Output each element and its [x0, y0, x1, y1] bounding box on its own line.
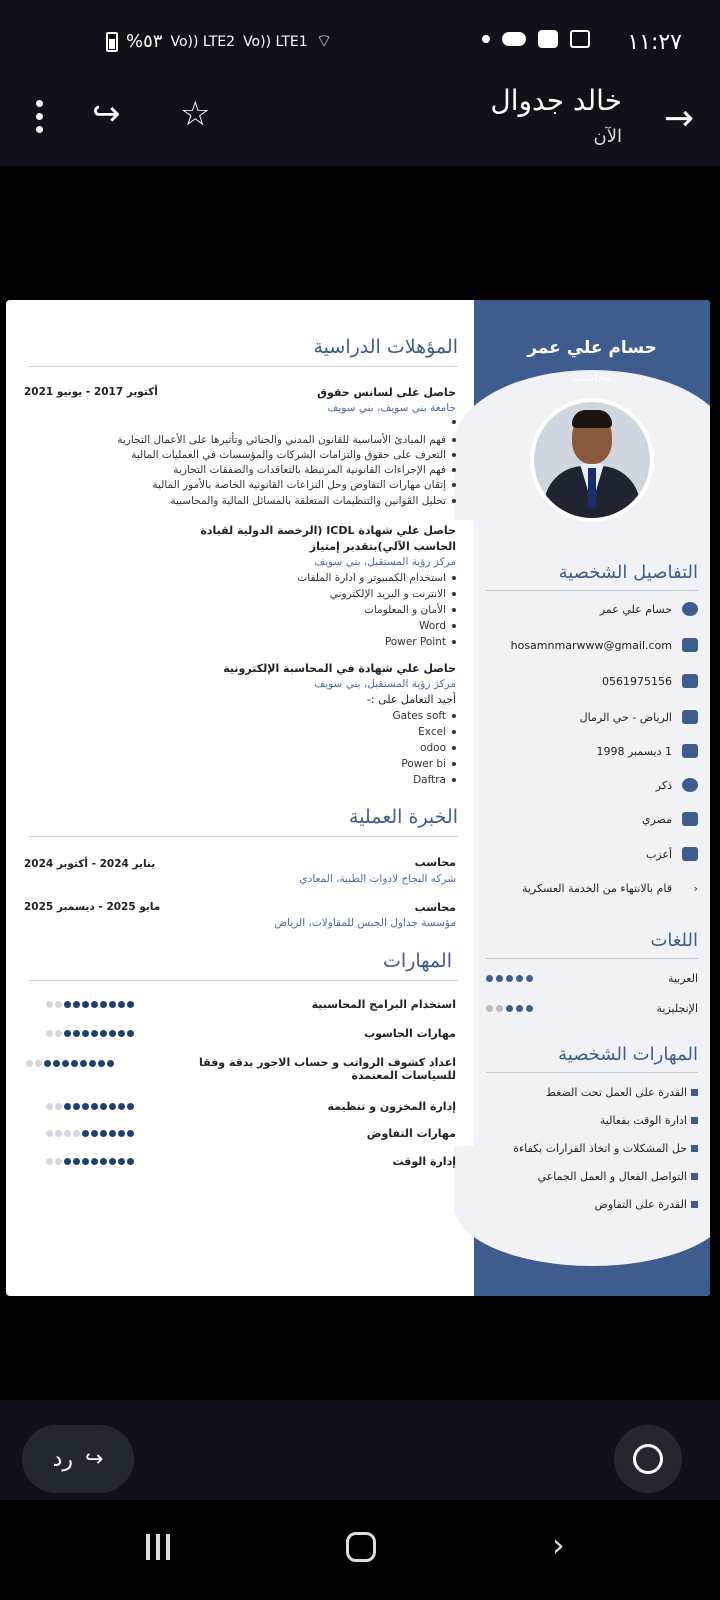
app-bar [0, 80, 720, 166]
network-2: Vo)) LTE1 [243, 33, 308, 50]
skill-row: إدارة المخزون و تنظيمة [26, 1100, 456, 1113]
edu-bullet: Daftra [413, 774, 456, 786]
chevron-icon: ‹ [693, 882, 698, 895]
skill-level [26, 1060, 114, 1067]
divider [28, 980, 458, 981]
edu-degree: حاصل علي شهادة ICDL (الرخصة الدولية لقيادة [200, 524, 456, 537]
profile-photo [530, 398, 654, 522]
user-icon [682, 602, 698, 616]
edu-bullet: Power Point [385, 636, 456, 648]
people-icon [682, 847, 698, 861]
status-left [106, 30, 333, 53]
divider [28, 366, 458, 367]
reply-label: رد [52, 1446, 73, 1472]
edu-bullet: تحليل القوانين والتنظيمات المتعلقة بالمسائل المالية والمحاسبية [170, 495, 456, 507]
education-heading: المؤهلات الدراسية [313, 336, 458, 358]
language-level [486, 1005, 533, 1012]
edu-bullet: Excel [418, 726, 456, 738]
edu-place: جامعة بني سويف، بني سويف [327, 402, 456, 414]
edu-bullet: فهم الإجراءات القانونية المرتبطة بالتعاقدات والصفقات التجارية [173, 464, 456, 476]
emoji-react-button[interactable] [614, 1425, 682, 1493]
nav-back-icon[interactable]: › [552, 1526, 565, 1564]
personal-skill: ادارة الوقت بفعالية [486, 1114, 698, 1127]
detail-row: الرياض - حي الرمال [486, 710, 698, 724]
divider [28, 836, 458, 837]
message-icon [538, 30, 558, 48]
skill-row: إدارة الوقت [26, 1155, 456, 1168]
edu-degree: حاصل علي شهادة في المحاسبة الإلكترونية [223, 662, 456, 675]
detail-row: أعزب [486, 847, 698, 861]
detail-row: مصري [486, 812, 698, 826]
divider [486, 590, 698, 591]
image-icon [570, 30, 590, 48]
edu-bullet: odoo [420, 742, 456, 754]
personal-skill: القدرة على التفاوض [486, 1198, 698, 1211]
personal-skill: القدرة على العمل تحت الضغط [486, 1086, 698, 1099]
email-icon [682, 638, 698, 652]
battery-icon [106, 32, 118, 52]
status-time: ١١:٢٧ [627, 30, 682, 55]
edu-bullet: الانترنت و البريد الإلكتروني [330, 588, 456, 600]
personal-skill: حل المشكلات و اتخاذ القرارات بكفاءة [486, 1142, 698, 1155]
skills-heading: المهارات [383, 950, 452, 972]
smiley-icon [633, 1444, 663, 1474]
skill-row: مهارات الحاسوب [26, 1027, 456, 1040]
detail-row: 1 ديسمبر 1998 [486, 744, 698, 758]
edu-degree: حاصل على لسانس حقوق [317, 386, 456, 399]
edu-place: مركز رؤية المستقبل، بني سويف [314, 678, 456, 690]
job-title: محاسب [414, 856, 456, 869]
cv-name: حسام علي عمر [527, 338, 657, 358]
detail-row: ذكر [486, 778, 698, 792]
detail-row: 0561975156 [486, 674, 698, 688]
forward-icon[interactable]: ↪ [92, 94, 121, 134]
divider [486, 958, 698, 959]
languages-heading: اللغات [650, 930, 698, 951]
skill-row: اعداد كشوف الرواتب و حساب الاجور بدقة وفقا للسياسات المعتمدة [199, 1056, 456, 1082]
cv-document[interactable] [6, 300, 710, 1296]
system-nav-bar [0, 1500, 720, 1600]
job-title: محاسب [414, 901, 456, 914]
notification-dot-icon [482, 35, 490, 43]
language-row: العربية [486, 972, 698, 985]
network-1: Vo)) LTE2 [170, 33, 236, 50]
edu-date: أكتوبر 2017 - يونيو 2021 [24, 386, 158, 398]
flag-icon [682, 812, 698, 826]
edu-intro: أجيد التعامل على :- [366, 693, 456, 706]
personal-skill: التواصل الفعال و العمل الجماعي [486, 1170, 698, 1183]
edu-bullet: Gates soft [393, 710, 456, 722]
cv-role: محاسب [572, 370, 612, 384]
status-right [482, 30, 590, 48]
recent-apps-icon[interactable] [146, 1534, 170, 1560]
language-level [486, 975, 533, 982]
skill-row: استخدام البرامج المحاسبية [26, 998, 456, 1011]
reply-arrow-icon: ↪ [84, 1446, 104, 1472]
edu-bullet [446, 420, 456, 424]
sender-timestamp: الآن [593, 126, 622, 147]
language-row: الإنجليزية [486, 1002, 698, 1015]
detail-row: ‹ قام بالانتهاء من الخدمة العسكرية [521, 882, 698, 895]
job-company: شركه النجاح لادوات الطبية، المعادي [299, 873, 456, 885]
detail-row: حسام علي عمر [486, 602, 698, 616]
personal-details-heading: التفاصيل الشخصية [558, 562, 698, 583]
edu-bullet: التعرف على حقوق والتزامات الشركات والمؤسسات في العمليات المالية [131, 449, 456, 461]
more-options-icon[interactable] [32, 100, 46, 133]
wifi-icon: ⌔ [315, 31, 333, 52]
home-icon [682, 710, 698, 724]
edu-degree: الحاسب الآلي)بتقدير إمتياز [309, 540, 456, 553]
edu-bullet: استخدام الكمبيوتر و ادارة الملفات [297, 572, 456, 584]
star-icon[interactable]: ☆ [180, 94, 211, 134]
home-icon[interactable] [346, 1532, 376, 1562]
edu-place: مركز رؤية المستقبل، بني سويف [314, 556, 456, 568]
cloud-icon [502, 32, 526, 46]
job-date: مايو 2025 - ديسمبر 2025 [24, 901, 161, 913]
personal-skills-heading: المهارات الشخصية [558, 1044, 698, 1065]
edu-bullet: إتقان مهارات التفاوض وحل النزاعات القانونية الخاصة بالأمور المالية [152, 479, 456, 491]
skill-row: مهارات التفاوض [26, 1127, 456, 1140]
divider [486, 1072, 698, 1073]
reply-bar [0, 1400, 720, 1500]
gender-icon [682, 778, 698, 792]
experience-heading: الخبرة العملية [349, 806, 458, 828]
sender-name: خالد جدوال [490, 84, 622, 117]
back-arrow-icon[interactable]: → [663, 98, 694, 139]
edu-bullet: Power bi [401, 758, 456, 770]
edu-bullet: الأمان و المعلومات [364, 604, 456, 616]
job-date: يناير 2024 - أكتوبر 2024 [24, 858, 156, 870]
edu-bullet: Word [419, 620, 456, 632]
status-bar [0, 0, 720, 80]
detail-row: hosamnmarwww@gmail.com [486, 638, 698, 652]
phone-icon [682, 674, 698, 688]
battery-level: %٥٣ [126, 31, 163, 52]
edu-bullet: فهم المبادئ الأساسية للقانون المدني والجنائي وتأثيرها على الأعمال التجارية [117, 434, 456, 446]
calendar-icon [682, 744, 698, 758]
reply-button[interactable] [22, 1425, 134, 1493]
job-company: مؤسسة جداول الجبس للمقاولات، الرياض [274, 917, 456, 929]
